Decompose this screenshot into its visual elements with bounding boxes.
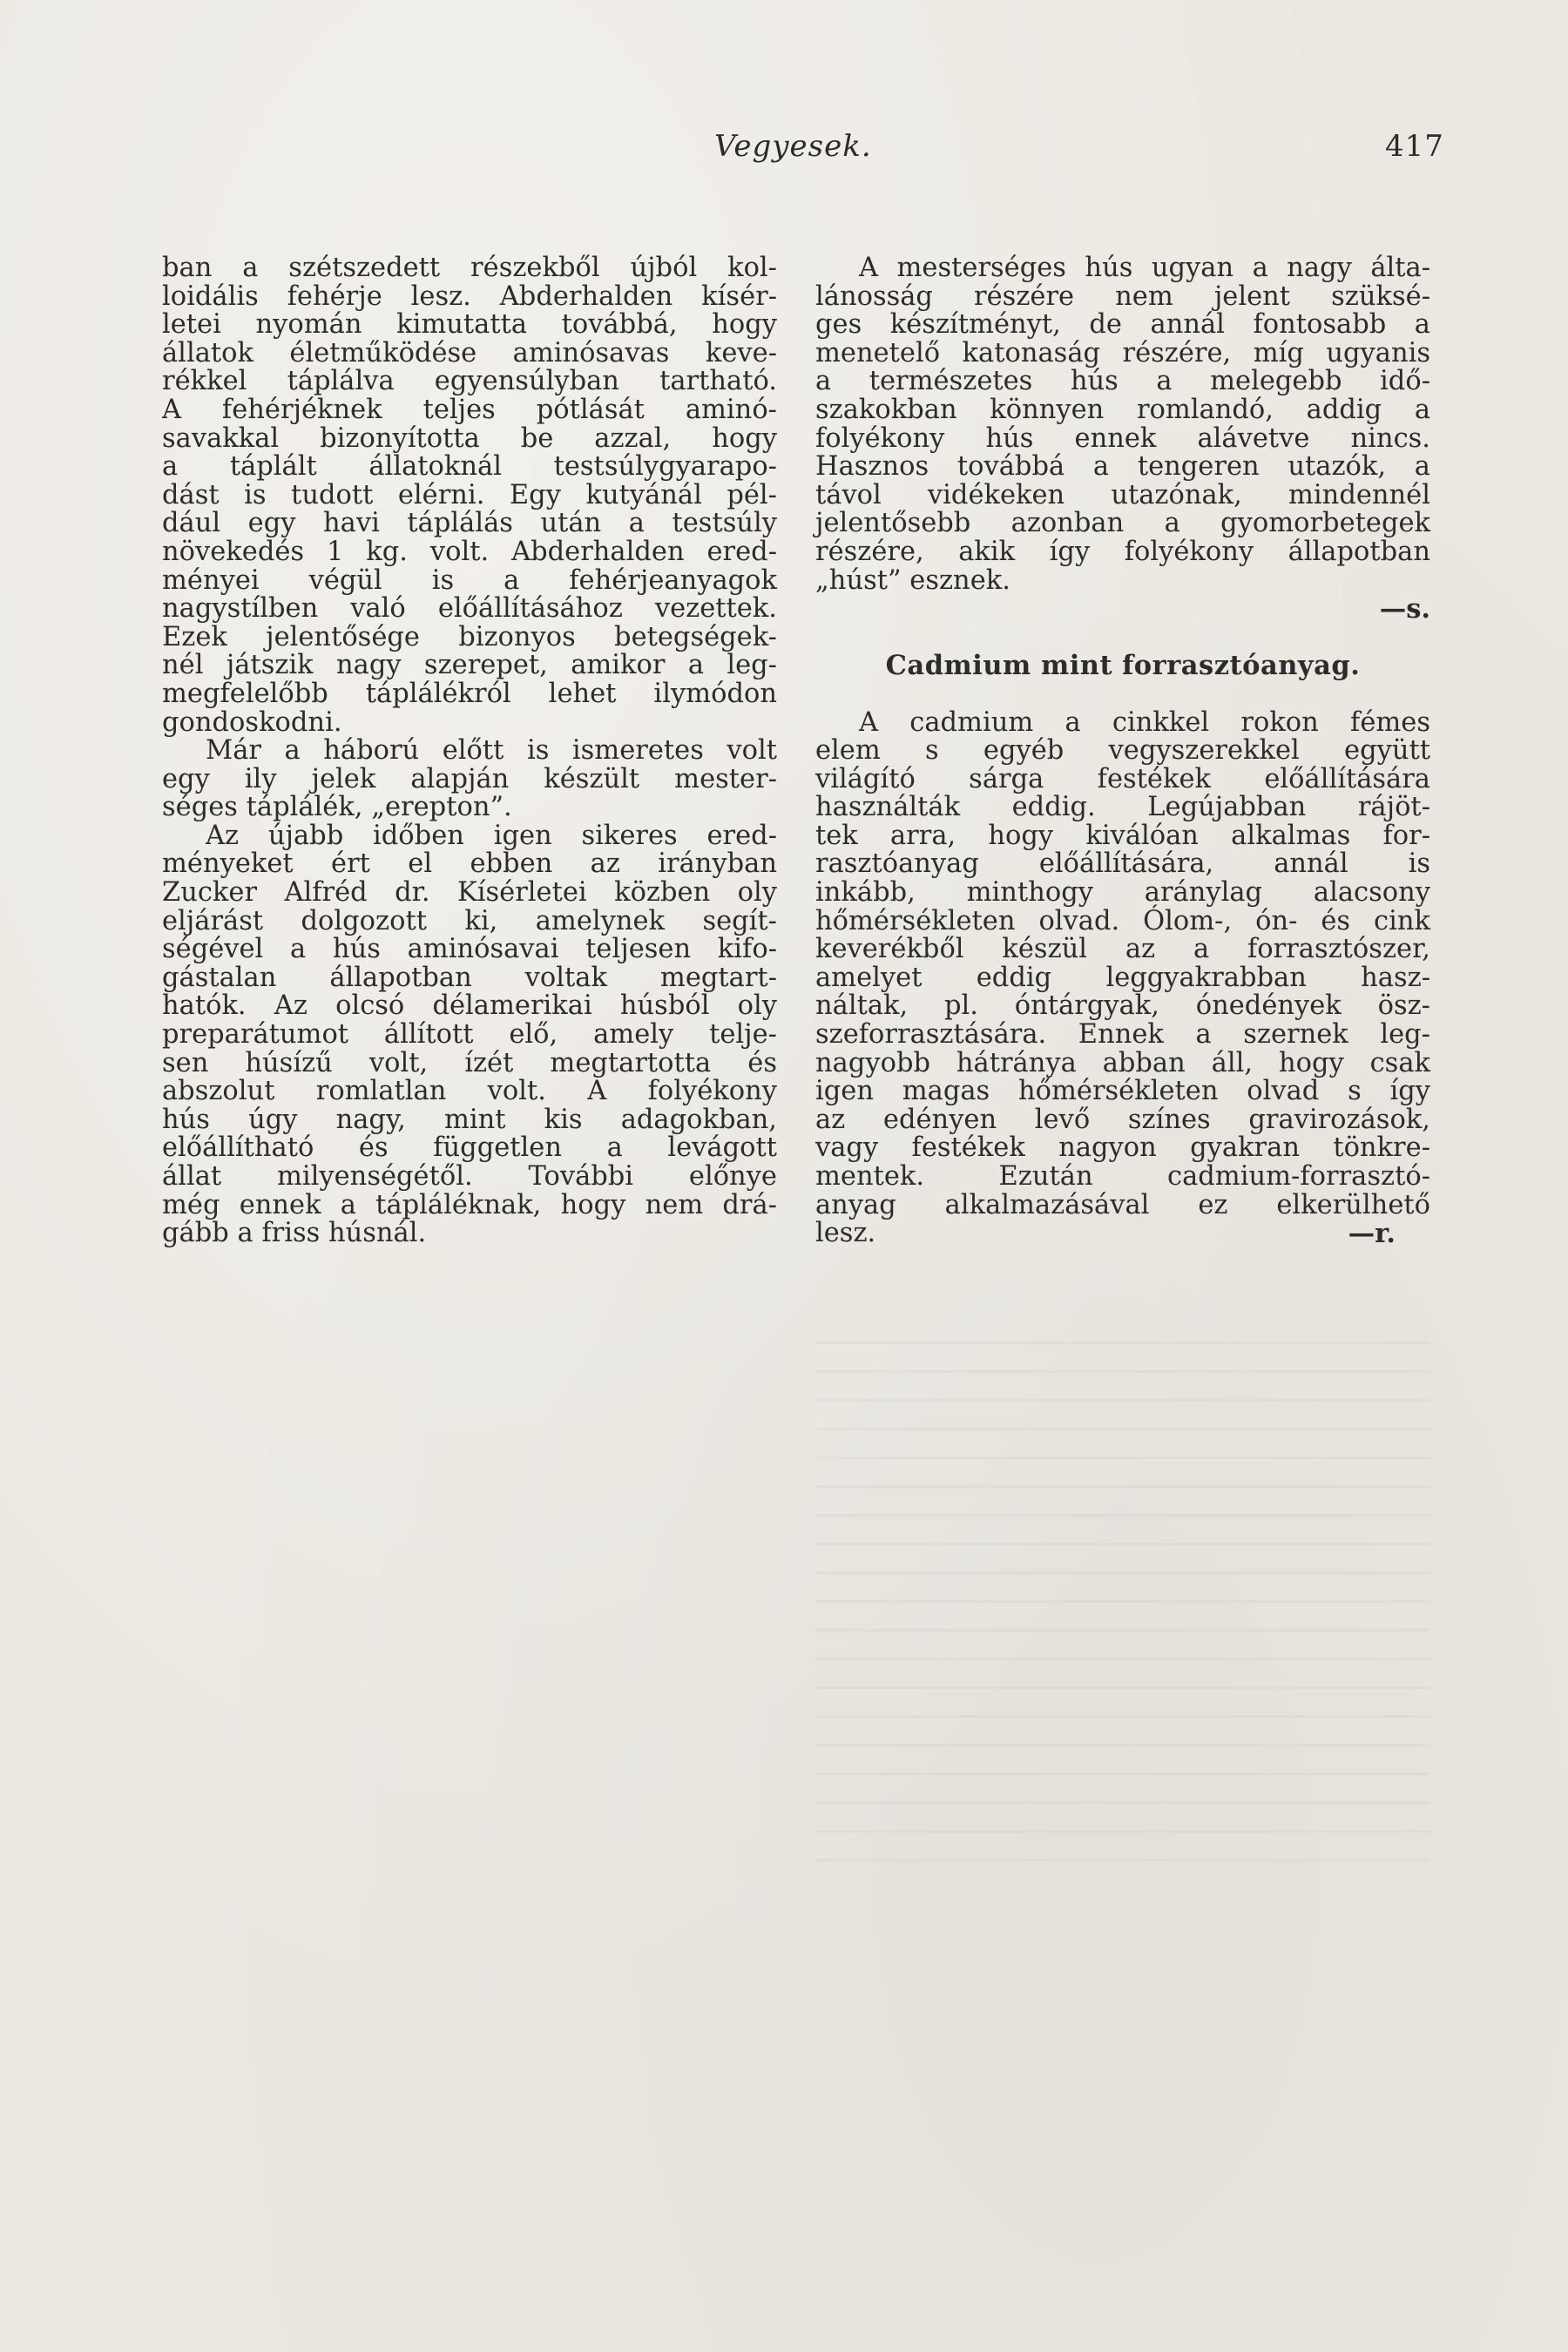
- text-line: sen húsízű volt, ízét megtartotta és: [162, 1047, 777, 1078]
- text-line: elem s egyéb vegyszerekkel együtt: [815, 735, 1430, 767]
- text-line: tek arra, hogy kiválóan alkalmas for-: [815, 820, 1430, 851]
- text-line: dául egy havi táplálás után a testsúly: [162, 508, 777, 539]
- text-line: Már a háború előtt is ismeretes volt: [206, 735, 777, 767]
- text-line: náltak, pl. óntárgyak, ónedények ösz-: [815, 990, 1430, 1022]
- text-line: hatók. Az olcsó délamerikai húsból oly: [162, 990, 777, 1022]
- text-line: hőmérsékleten olvad. Ólom-, ón- és cink: [815, 905, 1430, 936]
- text-line: Ezek jelentősége bizonyos betegségek-: [162, 621, 777, 652]
- text-line: keverékből készül az a forrasztószer,: [815, 934, 1430, 965]
- show-through-texture: [815, 1342, 1430, 1864]
- text-line: séges táplálék, „erepton”.: [162, 792, 512, 823]
- text-line: jelentősebb azonban a gyomorbetegek: [815, 508, 1430, 539]
- text-line: Zucker Alfréd dr. Kísérletei közben oly: [162, 877, 777, 909]
- text-line: részére, akik így folyékony állapotban: [815, 536, 1430, 567]
- text-line: megfelelőbb táplálékról lehet ilymódon: [162, 678, 777, 709]
- text-line: letei nyomán kimutatta továbbá, hogy: [162, 309, 777, 341]
- section-spacer: [815, 680, 1430, 709]
- text-line: ségével a hús aminósavai teljesen kifo-: [162, 934, 777, 965]
- text-line: az edényen levő színes gravirozások,: [815, 1104, 1430, 1135]
- author-signature: —r.: [1348, 1218, 1396, 1250]
- text-line: loidális fehérje lesz. Abderhalden kísér-: [162, 280, 777, 312]
- text-line: ményei végül is a fehérjeanyagok: [162, 564, 777, 596]
- text-line: preparátumot állított elő, amely telje-: [162, 1019, 777, 1051]
- author-signature: —s.: [1379, 593, 1430, 625]
- text-line: állatok életműködése aminósavas keve-: [162, 337, 777, 368]
- final-line-text: lesz.: [815, 1218, 876, 1249]
- text-line: Az újabb időben igen sikeres ered-: [206, 820, 777, 851]
- right-text-column: [815, 254, 1430, 1248]
- text-line: amelyet eddig leggyakrabban hasz-: [815, 962, 1430, 993]
- page-number: 417: [1385, 129, 1444, 164]
- text-line: dást is tudott elérni. Egy kutyánál pél-: [162, 479, 777, 510]
- section-heading: Cadmium mint forrasztóanyag.: [885, 650, 1361, 682]
- text-line: lánosság részére nem jelent szüksé-: [815, 280, 1430, 312]
- text-line: „húst” esznek.: [815, 564, 1010, 596]
- text-line: A fehérjéknek teljes pótlását aminó-: [162, 394, 777, 425]
- text-line: használták eddig. Legújabban rájöt-: [815, 792, 1430, 823]
- text-line: még ennek a tápláléknak, hogy nem drá-: [162, 1189, 777, 1220]
- text-line: inkább, minthogy aránylag alacsony: [815, 877, 1430, 909]
- text-line: menetelő katonaság részére, míg ugyanis: [815, 337, 1430, 368]
- text-line: savakkal bizonyította be azzal, hogy: [162, 422, 777, 454]
- text-line: világító sárga festékek előállítására: [815, 763, 1430, 794]
- text-line: szeforrasztására. Ennek a szernek leg-: [815, 1019, 1430, 1051]
- text-line: hús úgy nagy, mint kis adagokban,: [162, 1104, 777, 1135]
- text-line: állat milyenségétől. További előnye: [162, 1161, 777, 1192]
- text-line: nagyobb hátránya abban áll, hogy csak: [815, 1047, 1430, 1078]
- running-header-title: Vegyesek.: [714, 129, 872, 164]
- left-text-column: [162, 254, 777, 1248]
- text-line: szakokban könnyen romlandó, addig a: [815, 394, 1430, 425]
- text-line: a természetes hús a melegebb idő-: [815, 366, 1430, 397]
- text-line: növekedés 1 kg. volt. Abderhalden ered-: [162, 536, 777, 567]
- text-line: gondoskodni.: [162, 706, 342, 738]
- text-line: nél játszik nagy szerepet, amikor a leg-: [162, 650, 777, 681]
- text-line: A mesterséges hús ugyan a nagy álta-: [859, 253, 1430, 283]
- text-line: vagy festékek nagyon gyakran tönkre-: [815, 1132, 1430, 1164]
- text-line: mentek. Ezután cadmium-forrasztó-: [815, 1161, 1430, 1192]
- text-line: folyékony hús ennek alávetve nincs.: [815, 422, 1430, 454]
- text-line: ményeket ért el ebben az irányban: [162, 848, 777, 880]
- text-line: anyag alkalmazásával ez elkerülhető: [815, 1189, 1430, 1220]
- text-line: rasztóanyag előállítására, annál is: [815, 848, 1430, 880]
- text-line: a táplált állatoknál testsúlygyarapo-: [162, 451, 777, 483]
- text-line: A cadmium a cinkkel rokon fémes: [859, 706, 1430, 738]
- text-line: ges készítményt, de annál fontosabb a: [815, 309, 1430, 341]
- text-line: nagystílben való előállításához vezettek.: [162, 593, 777, 625]
- text-line: abszolut romlatlan volt. A folyékony: [162, 1076, 777, 1107]
- text-line: gástalan állapotban voltak megtart-: [162, 962, 777, 993]
- text-line: rékkel táplálva egyensúlyban tartható.: [162, 366, 777, 397]
- section-spacer: [815, 624, 1430, 652]
- text-line: Hasznos továbbá a tengeren utazók, a: [815, 451, 1430, 483]
- text-line: távol vidékeken utazónak, mindennél: [815, 479, 1430, 510]
- text-line: egy ily jelek alapján készült mester-: [162, 763, 777, 794]
- text-line: igen magas hőmérsékleten olvad s így: [815, 1076, 1430, 1107]
- text-line: eljárást dolgozott ki, amelynek segít-: [162, 905, 777, 936]
- final-line: [815, 1220, 1430, 1248]
- text-line: ban a szétszedett részekből újból kol-: [162, 253, 777, 283]
- text-line: előállítható és független a levágott: [162, 1132, 777, 1164]
- text-line: gább a friss húsnál.: [162, 1218, 427, 1249]
